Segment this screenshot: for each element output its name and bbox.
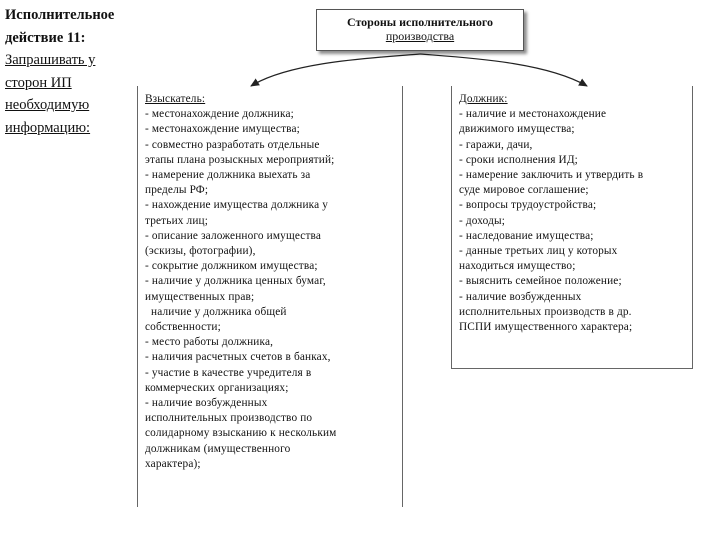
creditor-line: - наличия расчетных счетов в банках, xyxy=(145,351,331,364)
debtor-header: Должник: xyxy=(459,93,508,105)
debtor-line: - намерение заключить и утвердить в xyxy=(459,169,644,182)
title-line-2: производства xyxy=(385,29,455,43)
creditor-line: - нахождение имущества должника у xyxy=(145,199,329,212)
creditor-line: - намерение должника выехать за xyxy=(145,169,311,182)
creditor-line: пределы РФ; xyxy=(145,184,209,197)
debtor-line: - данные третьих лиц у которых xyxy=(459,245,618,258)
creditor-column xyxy=(145,92,336,472)
heading-line-2: действие 11: xyxy=(5,29,86,46)
heading-line-3: Запрашивать у xyxy=(5,52,96,68)
parties-title-box xyxy=(316,9,524,51)
debtor-line: - наличие возбужденных xyxy=(459,290,582,303)
heading-line-1: Исполнительное xyxy=(5,7,115,23)
debtor-line: находиться имущество; xyxy=(459,260,576,273)
creditor-line: характера); xyxy=(145,457,201,470)
debtor-line: - наличие и местонахождение xyxy=(459,108,607,121)
creditor-line: имущественных прав; xyxy=(145,290,255,303)
heading-line-4: сторон ИП xyxy=(5,74,72,91)
debtor-line: движимого имущества; xyxy=(459,123,575,136)
debtor-line: - доходы; xyxy=(459,214,506,227)
arrow-to-creditor xyxy=(251,54,420,86)
creditor-line: солидарному взысканию к нескольким xyxy=(145,427,337,440)
creditor-line: (эскизы, фотографии), xyxy=(145,245,256,258)
creditor-line: - совместно разработать отдельные xyxy=(145,138,320,151)
creditor-line: - местонахождение должника; xyxy=(145,108,294,121)
creditor-line: наличие у должника общей xyxy=(151,305,287,318)
title-line-1: Стороны исполнительного xyxy=(346,15,494,29)
debtor-line: - сроки исполнения ИД; xyxy=(459,153,578,166)
creditor-line: третьих лиц; xyxy=(145,214,209,227)
debtor-line: - выяснить семейное положение; xyxy=(459,275,622,288)
creditor-line: - наличие у должника ценных бумаг, xyxy=(145,275,326,288)
creditor-line: - место работы должника, xyxy=(145,336,274,349)
debtor-line: - вопросы трудоустройства; xyxy=(459,199,597,212)
creditor-line: - сокрытие должником имущества; xyxy=(145,260,318,273)
creditor-line: коммерческих организациях; xyxy=(145,381,289,394)
heading-line-6: информацию: xyxy=(5,119,91,136)
heading-line-5: необходимую xyxy=(5,97,90,113)
creditor-line: этапы плана розыскных мероприятий; xyxy=(145,153,335,166)
debtor-line: - наследование имущества; xyxy=(459,229,594,242)
debtor-line: суде мировое соглашение; xyxy=(459,184,589,197)
creditor-line: - местонахождение имущества; xyxy=(145,123,300,136)
debtor-line: исполнительных производств в др. xyxy=(459,305,632,318)
debtor-line: ПСПИ имущественного характера; xyxy=(459,321,633,334)
creditor-line: - участие в качестве учредителя в xyxy=(145,366,312,379)
creditor-line: собственности; xyxy=(145,321,221,334)
creditor-line: исполнительных производство по xyxy=(145,412,313,425)
creditor-line: должникам (имущественного xyxy=(145,442,291,455)
debtor-column xyxy=(459,92,643,335)
creditor-header: Взыскатель: xyxy=(145,93,206,105)
arrow-to-debtor xyxy=(420,54,587,86)
creditor-line: - наличие возбужденных xyxy=(145,397,268,410)
debtor-line: - гаражи, дачи, xyxy=(459,138,533,151)
creditor-line: - описание заложенного имущества xyxy=(145,229,322,242)
